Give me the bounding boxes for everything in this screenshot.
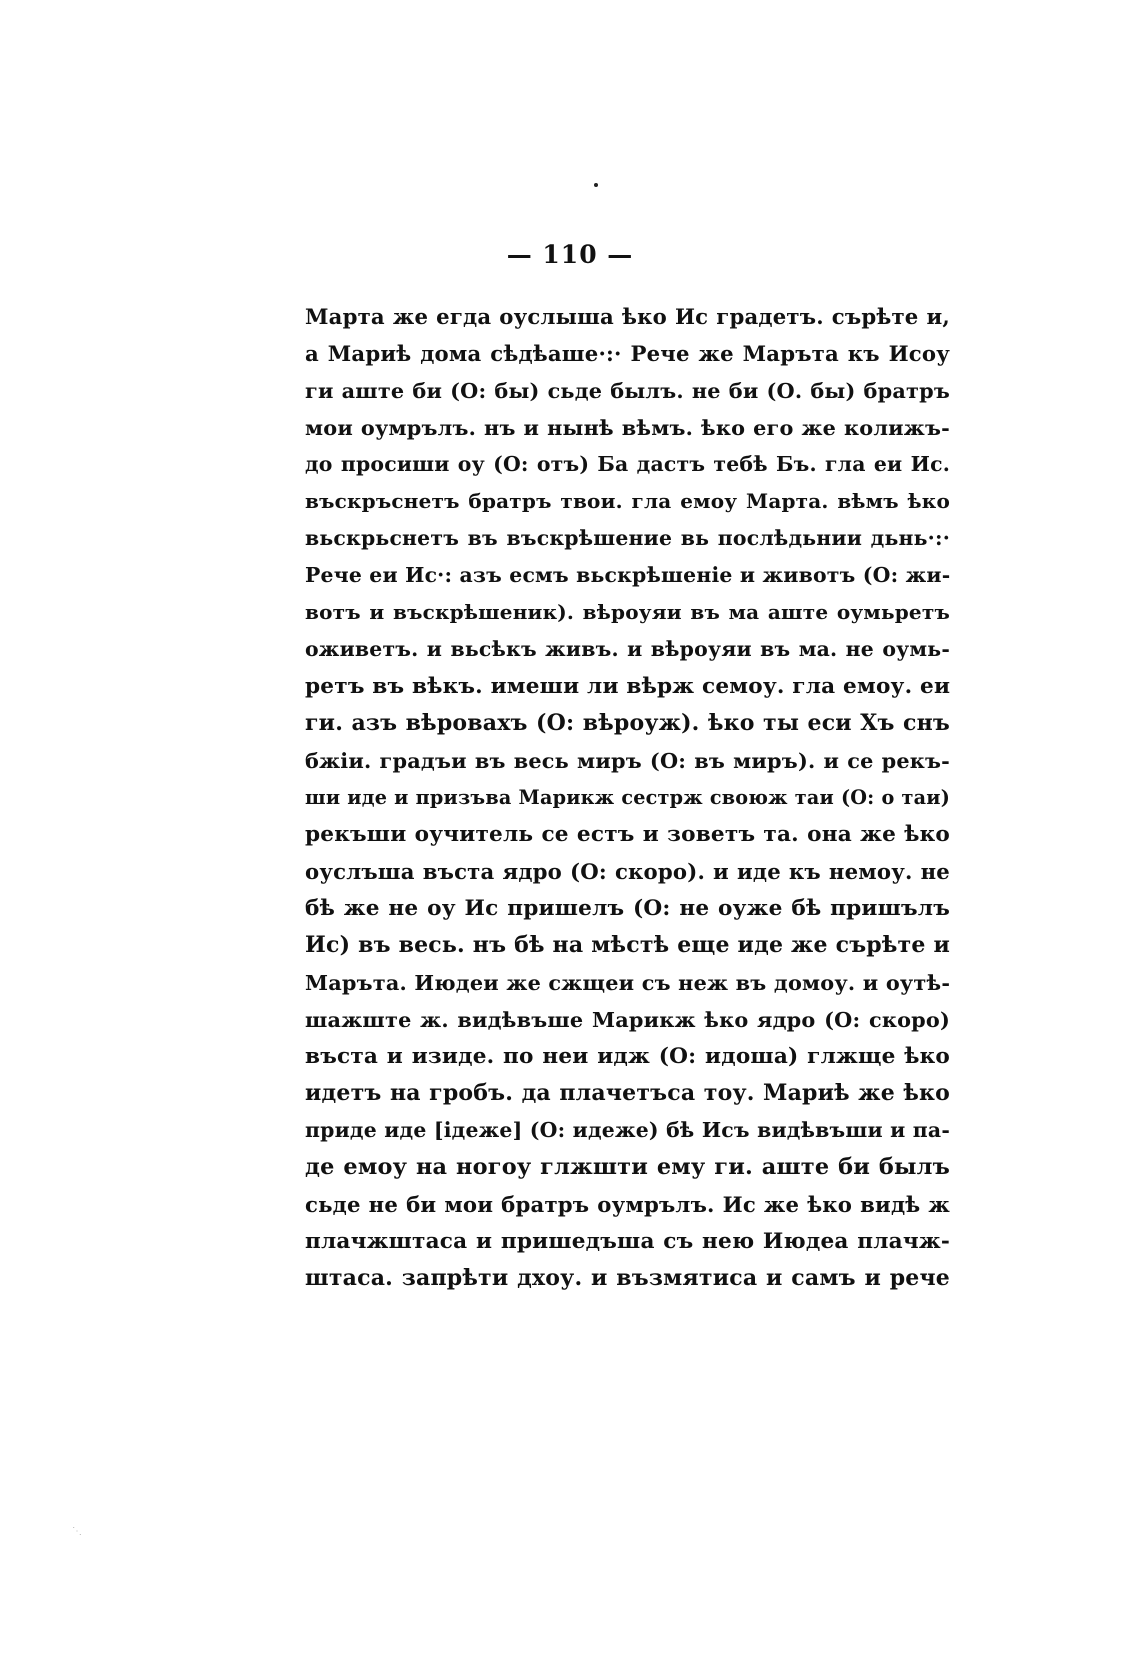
text-line: бѣ же не оу Ис пришелъ (О: не оуже бѣ пришълъ bbox=[305, 896, 950, 921]
text-line: мои оумрълъ. нъ и нынѣ вѣмъ. ѣко его же колижъ- bbox=[305, 415, 950, 440]
text-line: ретъ въ вѣкъ. имеши ли вѣрж семоу. гла емоу. еи bbox=[305, 674, 950, 699]
text-line: оуслъша въста ядро (О: скоро). и иде къ немоу. не bbox=[305, 859, 950, 884]
text-line: ши иде и призъва Марикж сестрж своюж таи (О: о таи) bbox=[305, 786, 950, 809]
margin-mark: ⋱ bbox=[72, 1526, 82, 1537]
body-text bbox=[305, 298, 950, 1297]
text-line: въста и изиде. по неи идж (О: идоша) глжще ѣко bbox=[305, 1044, 950, 1069]
text-line: штаса. запрѣти дхоу. и възмятиса и самъ и рече bbox=[305, 1265, 950, 1291]
text-line: плачжштаса и пришедъша съ нею Июдеа плачж- bbox=[305, 1229, 950, 1254]
text-line: ги аште би (О: бы) сьде былъ. не би (О. бы) братръ bbox=[305, 378, 950, 403]
text-line: де емоу на ногоу глжшти ему ги. аште би былъ bbox=[305, 1154, 950, 1180]
text-line: приде иде [ідеже] (О: идеже) бѣ Исъ видѣвъши и па- bbox=[305, 1118, 950, 1142]
text-line: а Мариѣ дома сѣдѣаше·:· Рече же Марътa къ Исоу bbox=[305, 341, 950, 366]
text-line: вьскрьснетъ въ въскрѣшение вь послѣдьнии дьнь·:· bbox=[305, 526, 950, 550]
text-line: ги. азъ вѣровахъ (О: вѣроуж). ѣко ты еси Хъ снъ bbox=[305, 710, 950, 736]
text-line: до просиши оу (О: отъ) Ба дастъ тебѣ Бъ. гла еи Ис. bbox=[305, 452, 950, 476]
text-line: идетъ на гробъ. да плачетъса тоу. Мариѣ же ѣко bbox=[305, 1080, 950, 1106]
text-line: Рече еи Ис·: азъ есмъ вьскрѣшеніе и животъ (О: жи- bbox=[305, 563, 950, 587]
text-line: Марътa. Июдеи же сжщеи съ неж въ домоу. и оутѣ- bbox=[305, 970, 950, 995]
text-line: оживетъ. и вьсѣкъ живъ. и вѣроуяи въ ма. не оумь- bbox=[305, 637, 950, 661]
text-line: Марта же егда оуслыша ѣко Ис градетъ. сърѣте и, bbox=[305, 304, 950, 329]
text-line: бжіи. градъи въ весь миръ (О: въ миръ). и се рекъ- bbox=[305, 748, 950, 773]
text-line: въскръснетъ братръ твои. гла емоу Марта. вѣмъ ѣко bbox=[305, 489, 950, 513]
text-line: вотъ и въскрѣшеник). вѣроуяи въ ма аште оумьретъ bbox=[305, 600, 950, 624]
text-line: сьде не би мои братръ оумрълъ. Ис же ѣко видѣ ж bbox=[305, 1192, 950, 1217]
ink-speck bbox=[594, 183, 598, 187]
text-line: Ис) въ весь. нъ бѣ на мѣстѣ еще иде же сърѣте и bbox=[305, 932, 950, 958]
text-line: шажште ж. видѣвъше Марикж ѣко ядро (О: скоро) bbox=[305, 1007, 950, 1032]
text-line: рекъши оучитель се естъ и зоветъ та. она же ѣко bbox=[305, 822, 950, 847]
page-number: — 110 — bbox=[506, 240, 634, 269]
